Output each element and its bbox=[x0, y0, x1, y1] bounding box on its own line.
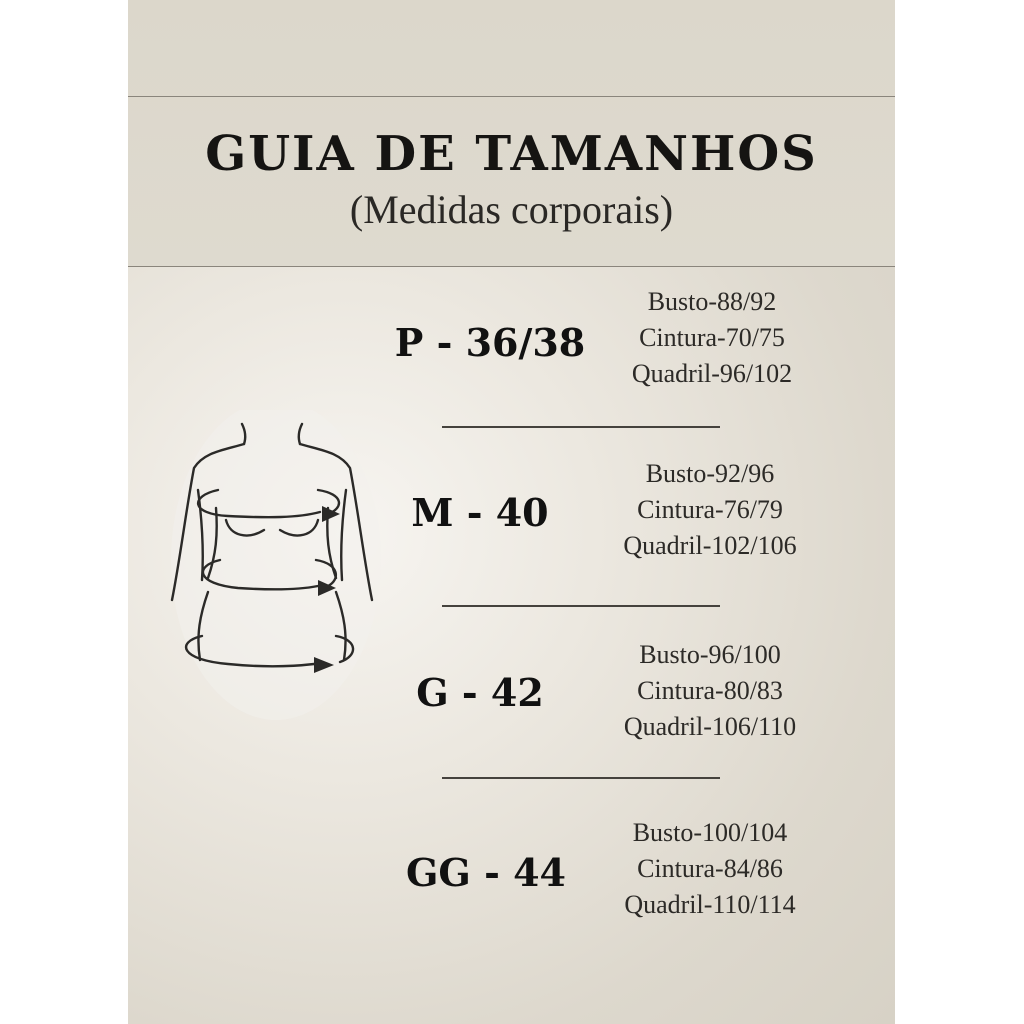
size-gg-quadril: Quadril-110/114 bbox=[624, 890, 796, 919]
divider bbox=[442, 426, 720, 428]
page-title: GUIA DE TAMANHOS bbox=[205, 126, 818, 182]
size-gg-cintura: Cintura-84/86 bbox=[637, 854, 783, 883]
size-g-busto: Busto-96/100 bbox=[639, 640, 781, 669]
size-g-quadril: Quadril-106/110 bbox=[623, 712, 797, 741]
header-bottom-rule bbox=[128, 266, 895, 267]
size-gg-measurements bbox=[580, 815, 840, 923]
size-g-label: G - 42 bbox=[416, 670, 544, 715]
top-rule bbox=[128, 96, 895, 97]
size-p-busto: Busto-88/92 bbox=[647, 287, 777, 316]
size-p-quadril: Quadril-96/102 bbox=[631, 359, 793, 388]
size-m-cintura: Cintura-76/79 bbox=[637, 495, 783, 524]
size-m-busto: Busto-92/96 bbox=[645, 459, 775, 488]
page-subtitle: (Medidas corporais) bbox=[349, 187, 674, 232]
size-guide-card bbox=[128, 0, 895, 1024]
size-p-label: P - 36/38 bbox=[394, 320, 586, 365]
size-g-cintura: Cintura-80/83 bbox=[637, 676, 783, 705]
size-gg-label: GG - 44 bbox=[405, 850, 566, 895]
divider bbox=[442, 605, 720, 607]
size-p-measurements bbox=[582, 284, 842, 392]
divider bbox=[442, 777, 720, 779]
size-m-label: M - 40 bbox=[411, 490, 549, 535]
size-m-quadril: Quadril-102/106 bbox=[623, 531, 797, 560]
size-gg-busto: Busto-100/104 bbox=[632, 818, 788, 847]
size-p-cintura: Cintura-70/75 bbox=[639, 323, 785, 352]
size-m-measurements bbox=[580, 456, 840, 564]
size-g-measurements bbox=[580, 637, 840, 745]
